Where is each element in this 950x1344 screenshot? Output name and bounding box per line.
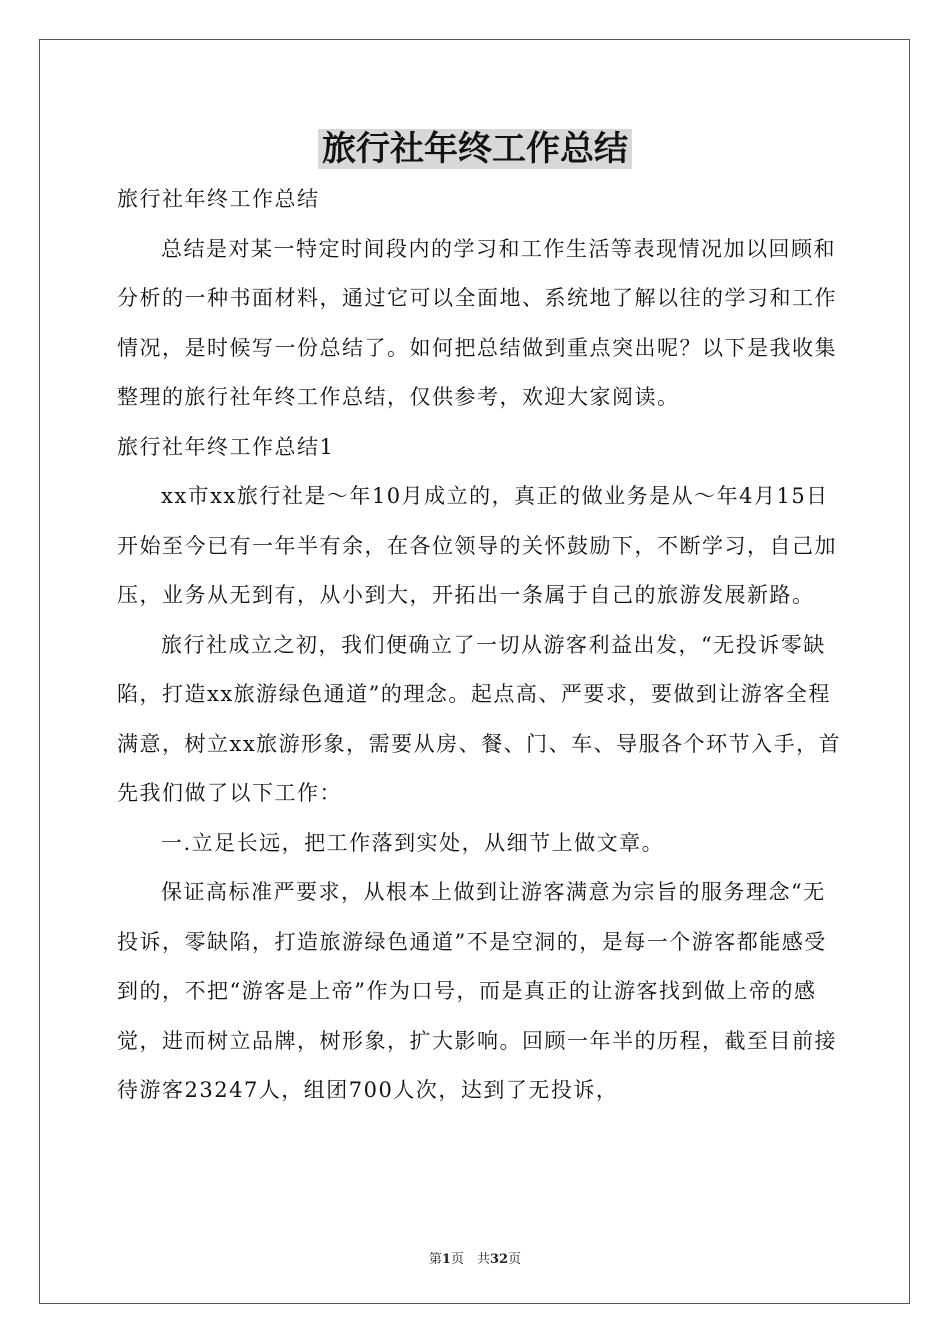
page-footer	[0, 1248, 950, 1267]
footer-mid: 页 共	[450, 1252, 490, 1267]
section-heading-1: 旅行社年终工作总结1	[117, 434, 335, 459]
footer-prefix: 第	[428, 1252, 442, 1267]
document-title	[0, 124, 950, 174]
paragraph-founding: xx市xx旅行社是～年10月成立的，真正的做业务是从～年4月15日开始至今已有一年半有余，在各位领导的关怀鼓励下，不断学习，自己加压，业务从无到有，从小到大，开拓出一条属于自己的旅游发展新路。	[117, 484, 837, 607]
paragraph-intro: 总结是对某一特定时间段内的学习和工作生活等表现情况加以回顾和分析的一种书面材料，通过它可以全面地、系统地了解以往的学习和工作情况，是时候写一份总结了。如何把总结做到重点突出呢？以下是我收集整理的旅行社年终工作总结，仅供参考，欢迎大家阅读。	[117, 236, 837, 409]
document-title-text: 旅行社年终工作总结	[318, 129, 632, 169]
paragraph-standards: 保证高标准严要求，从根本上做到让游客满意为宗旨的服务理念“无投诉，零缺陷，打造旅游绿色通道”不是空洞的，是每一个游客都能感受到的，不把“游客是上帝”作为口号，而是真正的让游客找到做上帝的感觉，进而树立品牌，树形象，扩大影响。回顾一年半的历程，截至目前接待游客23247人，组团700人次，达到了无投诉，	[117, 880, 837, 1102]
footer-suffix: 页	[508, 1252, 522, 1267]
footer-current-page: 1	[441, 1252, 451, 1267]
footer-total-pages: 32	[489, 1252, 509, 1267]
paragraph-point-one: 一.立足长远，把工作落到实处，从细节上做文章。	[161, 830, 665, 855]
document-subtitle: 旅行社年终工作总结	[117, 187, 320, 211]
paragraph-philosophy: 旅行社成立之初，我们便确立了一切从游客利益出发，“无投诉零缺陷，打造xx旅游绿色通道”的理念。起点高、严要求，要做到让游客全程满意，树立xx旅游形象，需要从房、餐、门、车、导服各个环节入手，首先我们做了以下工作：	[117, 632, 842, 805]
document-body	[117, 175, 842, 1116]
